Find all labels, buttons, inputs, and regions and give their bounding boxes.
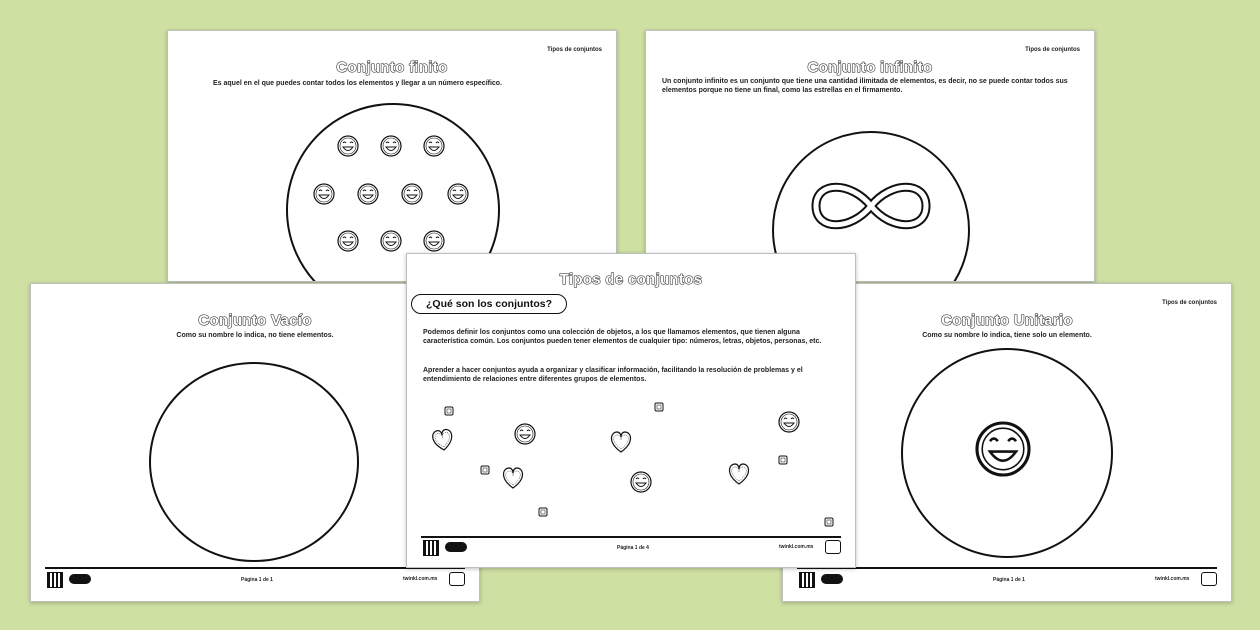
empty-set-circle [149,362,359,562]
sheet-tag: Tipos de conjuntos [1162,300,1217,306]
smiley-icon [973,419,1033,479]
footer-page: Página 1 de 1 [993,577,1025,583]
sheet-title: Tipos de conjuntos [559,271,703,288]
footer-site: twinkl.com.mx [403,576,438,582]
square-icon [481,466,489,474]
graduation-cap-icon [449,572,465,586]
section-heading: ¿Qué son los conjuntos? [411,294,567,314]
smiley-icon [779,412,799,432]
sheet-conjunto-finito [167,30,617,282]
sheet-title: Conjunto Unitario [941,312,1073,329]
smiley-icon [338,231,358,251]
sheet-description: Como su nombre lo indica, tiene solo un elemento. [922,332,1092,339]
square-icon [539,508,547,516]
graduation-cap-icon [825,540,841,554]
smiley-icon [402,184,422,204]
qr-code-icon [423,540,439,556]
graduation-cap-icon [1201,572,1217,586]
footer-site: twinkl.com.mx [1155,576,1190,582]
twinkl-logo-icon [445,542,467,552]
decorations [407,254,855,567]
footer-divider [421,536,841,538]
smiley-icon [338,136,358,156]
sheet-title: Conjunto finito [336,59,448,76]
twinkl-logo-icon [69,574,91,584]
smiley-group [168,31,616,281]
twinkl-logo-icon [821,574,843,584]
qr-code-icon [799,572,815,588]
smiley-icon [314,184,334,204]
smiley-icon [381,231,401,251]
smiley-icon [381,136,401,156]
smiley-icon [515,424,535,444]
heart-icon [504,468,523,488]
sheet-conjunto-infinito [645,30,1095,282]
square-icon [825,518,833,526]
sheet-tipos-de-conjuntos [406,253,856,568]
square-icon [445,407,453,415]
paragraph-1: Podemos definir los conjuntos como una colección de objetos, a los que llamamos elementos, que tienen alguna característica común. Los conjuntos pueden tener elementos de cualquier tipo: números, letras, objetos, personas, etc. [423,329,822,345]
sheet-tag: Tipos de conjuntos [547,47,602,53]
smiley-icon [424,136,444,156]
footer-page: Página 1 de 1 [241,577,273,583]
heart-icon [612,432,631,452]
footer-divider [45,567,465,569]
footer-page: Página 1 de 4 [617,545,649,551]
footer-site: twinkl.com.mx [779,544,814,550]
infinity-icon [806,176,936,236]
sheet-description: Un conjunto infinito es un conjunto que tiene una cantidad ilimitada de elementos, es decir, no se puede contar todos sus elementos porque no tiene un final, como las estrellas en el firmamento. [662,78,1068,94]
sheet-title: Conjunto Vacío [198,312,312,329]
sheet-description: Es aquel en el que puedes contar todos los elementos y llegar a un número específico. [213,80,503,87]
smiley-icon [448,184,468,204]
qr-code-icon [47,572,63,588]
smiley-icon [631,472,651,492]
sheet-title: Conjunto infinito [807,59,933,76]
paragraph-2: Aprender a hacer conjuntos ayuda a organizar y clasificar información, facilitando la resolución de problemas y el entendimiento de relaciones entre diferentes grupos de elementos. [423,367,803,383]
sheet-description: Como su nombre lo indica, no tiene elementos. [176,332,334,339]
square-icon [655,403,663,411]
footer-divider [797,567,1217,569]
smiley-icon [358,184,378,204]
square-icon [779,456,787,464]
heart-icon [730,464,749,484]
smiley-icon [424,231,444,251]
sheet-tag: Tipos de conjuntos [1025,47,1080,53]
heart-icon [432,429,454,451]
